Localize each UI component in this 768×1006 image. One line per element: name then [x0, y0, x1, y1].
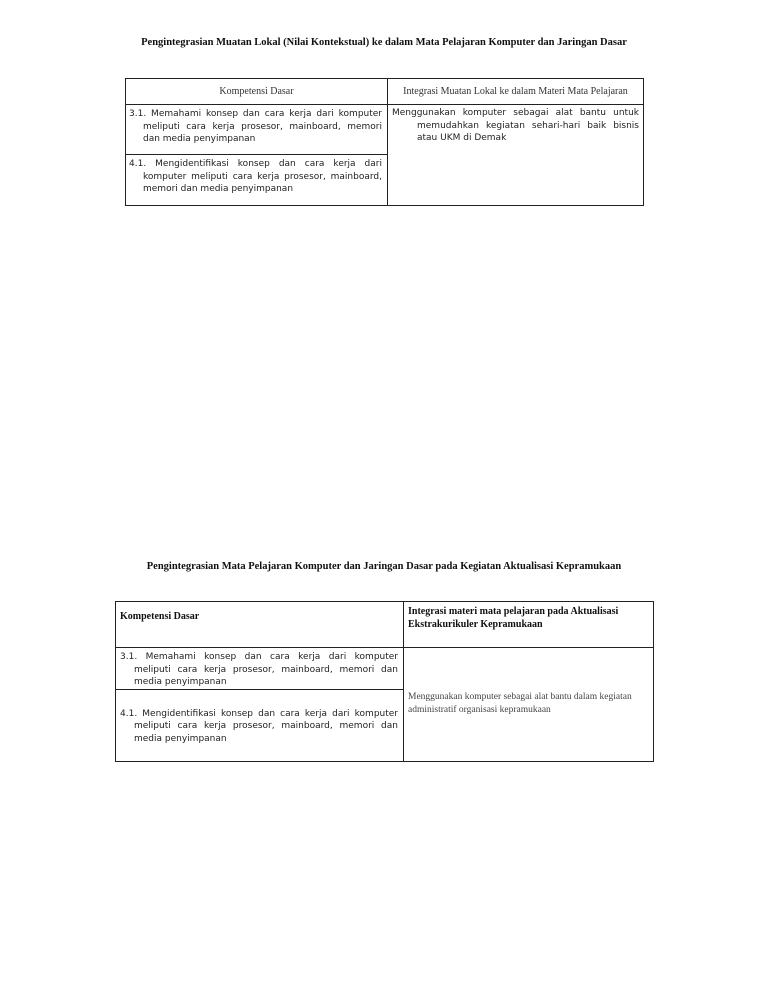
- kd-cell: [126, 155, 388, 206]
- integrasi-text: Menggunakan komputer sebagai alat bantu untuk memudahkan kegiatan sehari-hari baik bisnis atau UKM di Demak: [392, 108, 639, 143]
- header-kompetensi-dasar: Kompetensi Dasar: [126, 79, 388, 105]
- kd-cell: [116, 648, 404, 690]
- kd-item-4-1: 4.1. Mengidentifikasi konsep dan cara kerja dari komputer meliputi cara kerja prosesor, mainboard, memori dan media penyimpanan: [120, 708, 398, 744]
- integrasi-text: Menggunakan komputer sebagai alat bantu dalam kegiatan administratif organisasi kepramukaan: [408, 692, 632, 716]
- header-kompetensi-dasar: Kompetensi Dasar: [116, 602, 404, 648]
- kd-item-3-1: 3.1. Memahami konsep dan cara kerja dari komputer meliputi cara kerja prosesor, mainboard, memori dan media penyimpanan: [120, 652, 398, 687]
- section1-title: Pengintegrasian Muatan Lokal (Nilai Kontekstual) ke dalam Mata Pelajaran Komputer dan Jaringan Dasar: [141, 37, 627, 48]
- header-integrasi: Integrasi materi mata pelajaran pada Aktualisasi Ekstrakurikuler Kepramukaan: [404, 602, 654, 648]
- kd-cell: [126, 105, 388, 155]
- integrasi-cell: [388, 105, 644, 206]
- integrasi-cell: [404, 648, 654, 762]
- table-row: [126, 105, 644, 155]
- section2-title: Pengintegrasian Mata Pelajaran Komputer dan Jaringan Dasar pada Kegiatan Aktualisasi Kepramukaan: [146, 561, 622, 572]
- kd-item-4-1: 4.1. Mengidentifikasi konsep dan cara kerja dari komputer meliputi cara kerja prosesor, mainboard, memori dan media penyimpanan: [129, 159, 382, 194]
- table-header-row: [126, 79, 644, 105]
- scouting-integration-table: [115, 601, 654, 762]
- local-content-table: [125, 78, 644, 206]
- kd-item-3-1: 3.1. Memahami konsep dan cara kerja dari komputer meliputi cara kerja prosesor, mainboard, memori dan media penyimpanan: [129, 109, 382, 144]
- kd-cell: [116, 689, 404, 761]
- table-row: [116, 648, 654, 690]
- table-header-row: [116, 602, 654, 648]
- header-integrasi: Integrasi Muatan Lokal ke dalam Materi Mata Pelajaran: [388, 79, 644, 105]
